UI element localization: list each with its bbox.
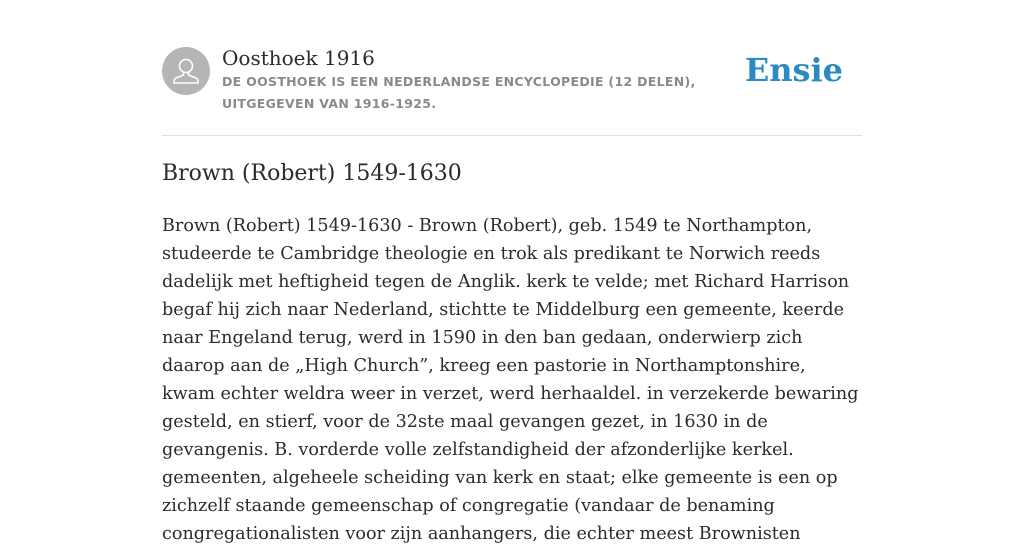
header-divider bbox=[162, 135, 862, 136]
source-header bbox=[162, 44, 862, 136]
source-avatar[interactable] bbox=[162, 47, 210, 95]
source-name[interactable]: Oosthoek 1916 bbox=[222, 46, 375, 70]
source-description: DE OOSTHOEK IS EEN NEDERLANDSE ENCYCLOPEDIE (12 DELEN), UITGEGEVEN VAN 1916-1925. bbox=[222, 74, 696, 111]
user-icon bbox=[162, 47, 210, 95]
article-title: Brown (Robert) 1549-1630 bbox=[162, 161, 462, 186]
article-body: Brown (Robert) 1549-1630 - Brown (Robert), geb. 1549 te Northampton, studeerde te Cambridge theologie en trok als predikant te Norwich reeds dadelijk met heftigheid tegen de Anglik. kerk te velde; met Richard Harrison begaf hij zich naar Nederland, stichtte te Middelburg een gemeente, keerde naar Engeland terug, werd in 1590 in den ban gedaan, onderwierp zich daarop aan de „High Church”, kreeg een pastorie in Northamptonshire, kwam echter weldra weer in verzet, werd herhaaldel. in verzekerde bewaring gesteld, en stierf, voor de 32ste maal gevangen gezet, in 1630 in de gevangenis. B. vorderde volle zelfstandigheid der afzonderlijke kerkel. gemeenten, algeheele scheiding van kerk en staat; elke gemeente is een op zichzelf staande gemeenschap of congregatie (vandaar de benaming congregationalisten voor zijn aanhangers, die echter meest Brownisten bbox=[162, 216, 859, 544]
ensie-logo[interactable]: Ensie bbox=[744, 51, 843, 89]
